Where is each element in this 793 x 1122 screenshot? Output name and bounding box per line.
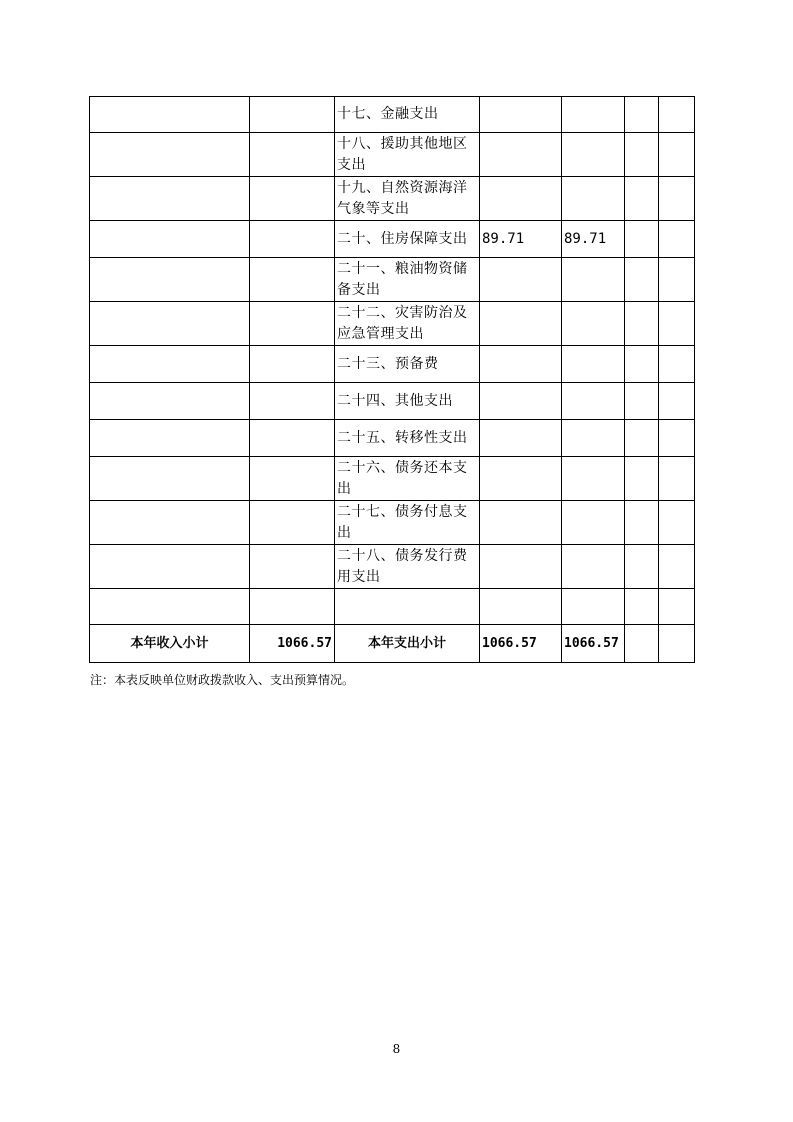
table-row	[90, 589, 695, 625]
expense-amount	[480, 457, 562, 501]
expense-item-name: 二十二、灾害防治及应急管理支出	[335, 302, 480, 346]
expense-general	[562, 346, 625, 383]
table-row	[90, 383, 695, 420]
expense-subtotal-label: 本年支出小计	[335, 625, 480, 663]
expense-general	[562, 501, 625, 545]
table-row	[90, 133, 695, 177]
expense-general	[562, 258, 625, 302]
table-row	[90, 258, 695, 302]
expense-general	[562, 420, 625, 457]
expense-item-name: 二十四、其他支出	[335, 383, 480, 420]
expense-item-name	[335, 589, 480, 625]
expense-item-name: 二十六、债务还本支出	[335, 457, 480, 501]
expense-amount	[480, 258, 562, 302]
expense-item-name: 十七、金融支出	[335, 97, 480, 133]
expense-subtotal-general: 1066.57	[562, 625, 625, 663]
expense-amount	[480, 420, 562, 457]
expense-subtotal-value: 1066.57	[480, 625, 562, 663]
expense-amount	[480, 383, 562, 420]
expense-general	[562, 545, 625, 589]
expense-general	[562, 133, 625, 177]
expense-item-name: 二十、住房保障支出	[335, 221, 480, 258]
income-subtotal-label: 本年收入小计	[90, 625, 250, 663]
expense-amount	[480, 346, 562, 383]
expense-general: 89.71	[562, 221, 625, 258]
expense-general	[562, 97, 625, 133]
expense-amount	[480, 545, 562, 589]
expense-general	[562, 383, 625, 420]
table-row	[90, 545, 695, 589]
income-subtotal-value: 1066.57	[250, 625, 335, 663]
table-row	[90, 302, 695, 346]
expense-amount	[480, 97, 562, 133]
expense-amount	[480, 302, 562, 346]
expense-amount	[480, 589, 562, 625]
budget-table	[89, 96, 695, 663]
page-number: 8	[392, 1042, 401, 1056]
expense-item-name: 二十七、债务付息支出	[335, 501, 480, 545]
expense-amount	[480, 133, 562, 177]
expense-general	[562, 589, 625, 625]
expense-item-name: 十九、自然资源海洋气象等支出	[335, 177, 480, 221]
expense-general	[562, 457, 625, 501]
expense-item-name: 二十三、预备费	[335, 346, 480, 383]
expense-item-name: 二十五、转移性支出	[335, 420, 480, 457]
table-row	[90, 177, 695, 221]
table-row	[90, 457, 695, 501]
expense-item-name: 二十一、粮油物资储备支出	[335, 258, 480, 302]
expense-amount: 89.71	[480, 221, 562, 258]
table-row	[90, 97, 695, 133]
expense-general	[562, 177, 625, 221]
expense-item-name: 十八、援助其他地区支出	[335, 133, 480, 177]
table-row	[90, 346, 695, 383]
expense-general	[562, 302, 625, 346]
expense-amount	[480, 177, 562, 221]
table-note: 注：本表反映单位财政拨款收入、支出预算情况。	[90, 673, 355, 687]
table-row	[90, 420, 695, 457]
expense-item-name: 二十八、债务发行费用支出	[335, 545, 480, 589]
table-row	[90, 221, 695, 258]
table-row	[90, 501, 695, 545]
total-row	[90, 625, 695, 663]
expense-amount	[480, 501, 562, 545]
